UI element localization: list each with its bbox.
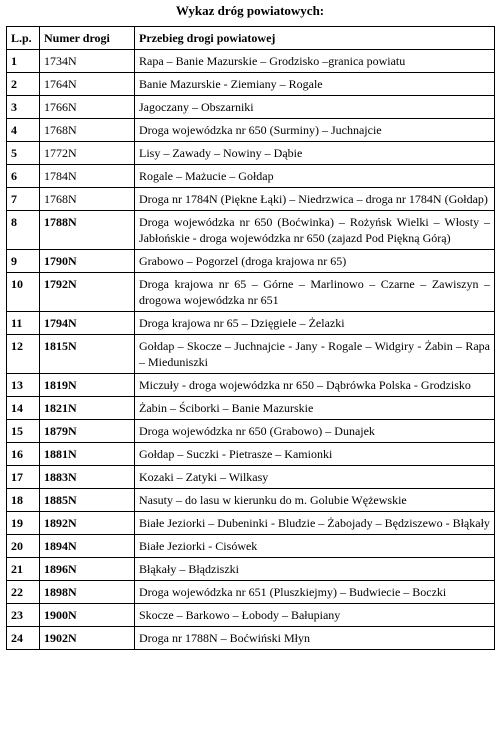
row-route: Kozaki – Zatyki – Wilkasy [135, 466, 495, 489]
table-row [7, 512, 495, 535]
row-lp: 7 [7, 188, 40, 211]
row-lp: 24 [7, 627, 40, 650]
row-lp: 2 [7, 73, 40, 96]
row-lp: 19 [7, 512, 40, 535]
row-road-number: 1879N [40, 420, 135, 443]
row-lp: 6 [7, 165, 40, 188]
table-row [7, 581, 495, 604]
row-road-number: 1821N [40, 397, 135, 420]
row-road-number: 1902N [40, 627, 135, 650]
table-row [7, 420, 495, 443]
table-row [7, 489, 495, 512]
row-road-number: 1894N [40, 535, 135, 558]
table-row [7, 604, 495, 627]
row-lp: 11 [7, 312, 40, 335]
row-route: Droga wojewódzka nr 650 (Surminy) – Juchnajcie [135, 119, 495, 142]
table-row [7, 165, 495, 188]
row-route: Droga wojewódzka nr 650 (Grabowo) – Dunajek [135, 420, 495, 443]
table-row [7, 188, 495, 211]
row-lp: 8 [7, 211, 40, 250]
row-route: Rapa – Banie Mazurskie – Grodzisko –granica powiatu [135, 50, 495, 73]
row-route: Żabin – Ściborki – Banie Mazurskie [135, 397, 495, 420]
table-row [7, 627, 495, 650]
header-route: Przebieg drogi powiatowej [135, 27, 495, 50]
roads-table [6, 26, 495, 650]
row-road-number: 1898N [40, 581, 135, 604]
row-road-number: 1819N [40, 374, 135, 397]
row-lp: 22 [7, 581, 40, 604]
row-lp: 18 [7, 489, 40, 512]
table-row [7, 443, 495, 466]
row-route: Jagoczany – Obszarniki [135, 96, 495, 119]
row-route: Skocze – Barkowo – Łobody – Bałupiany [135, 604, 495, 627]
row-route: Grabowo – Pogorzel (droga krajowa nr 65) [135, 250, 495, 273]
row-road-number: 1772N [40, 142, 135, 165]
row-route: Gołdap – Suczki - Pietrasze – Kamionki [135, 443, 495, 466]
row-route: Droga wojewódzka nr 651 (Pluszkiejmy) – Budwiecie – Boczki [135, 581, 495, 604]
table-row [7, 96, 495, 119]
row-lp: 20 [7, 535, 40, 558]
row-route: Banie Mazurskie - Ziemiany – Rogale [135, 73, 495, 96]
row-lp: 21 [7, 558, 40, 581]
row-lp: 13 [7, 374, 40, 397]
header-road-number: Numer drogi [40, 27, 135, 50]
row-road-number: 1784N [40, 165, 135, 188]
row-road-number: 1764N [40, 73, 135, 96]
row-lp: 17 [7, 466, 40, 489]
row-route: Droga krajowa nr 65 – Dzięgiele – Żelazki [135, 312, 495, 335]
row-route: Lisy – Zawady – Nowiny – Dąbie [135, 142, 495, 165]
row-lp: 12 [7, 335, 40, 374]
row-route: Błąkały – Błądziszki [135, 558, 495, 581]
table-row [7, 250, 495, 273]
row-road-number: 1900N [40, 604, 135, 627]
row-road-number: 1768N [40, 188, 135, 211]
row-road-number: 1768N [40, 119, 135, 142]
row-lp: 5 [7, 142, 40, 165]
table-row [7, 73, 495, 96]
table-body [7, 50, 495, 650]
page-title: Wykaz dróg powiatowych: [175, 3, 325, 18]
table-row [7, 374, 495, 397]
row-route: Białe Jeziorki – Dubeninki - Bludzie – Żabojady – Będziszewo - Błąkały [135, 512, 495, 535]
table-row [7, 312, 495, 335]
header-lp: L.p. [7, 27, 40, 50]
table-row [7, 211, 495, 250]
table-row [7, 142, 495, 165]
row-route: Białe Jeziorki - Cisówek [135, 535, 495, 558]
row-lp: 10 [7, 273, 40, 312]
row-road-number: 1790N [40, 250, 135, 273]
row-route: Rogale – Mażucie – Gołdap [135, 165, 495, 188]
row-road-number: 1883N [40, 466, 135, 489]
row-lp: 23 [7, 604, 40, 627]
table-row [7, 273, 495, 312]
row-road-number: 1881N [40, 443, 135, 466]
row-route: Gołdap – Skocze – Juchnajcie - Jany - Rogale – Widgiry - Żabin – Rapa – Mieduniszki [135, 335, 495, 374]
row-road-number: 1766N [40, 96, 135, 119]
table-row [7, 335, 495, 374]
row-lp: 16 [7, 443, 40, 466]
row-lp: 1 [7, 50, 40, 73]
row-route: Nasuty – do lasu w kierunku do m. Golubie Wężewskie [135, 489, 495, 512]
row-lp: 15 [7, 420, 40, 443]
table-row [7, 50, 495, 73]
row-road-number: 1815N [40, 335, 135, 374]
row-road-number: 1794N [40, 312, 135, 335]
table-row [7, 535, 495, 558]
table-row [7, 397, 495, 420]
row-lp: 4 [7, 119, 40, 142]
table-row [7, 558, 495, 581]
table-row [7, 119, 495, 142]
table-row [7, 466, 495, 489]
row-road-number: 1896N [40, 558, 135, 581]
row-road-number: 1792N [40, 273, 135, 312]
row-route: Droga nr 1784N (Piękne Łąki) – Niedrzwica – droga nr 1784N (Gołdap) [135, 188, 495, 211]
row-road-number: 1885N [40, 489, 135, 512]
row-route: Miczuły - droga wojewódzka nr 650 – Dąbrówka Polska - Grodzisko [135, 374, 495, 397]
row-lp: 3 [7, 96, 40, 119]
row-lp: 9 [7, 250, 40, 273]
row-road-number: 1734N [40, 50, 135, 73]
row-lp: 14 [7, 397, 40, 420]
row-route: Droga wojewódzka nr 650 (Boćwinka) – Rożyńsk Wielki – Włosty – Jabłońskie - droga wojewódzka nr 650 (zajazd Pod Piękną Górą) [135, 211, 495, 250]
row-road-number: 1788N [40, 211, 135, 250]
row-route: Droga krajowa nr 65 – Górne – Marlinowo – Czarne – Zawiszyn – drogowa wojewódzka nr 651 [135, 273, 495, 312]
row-route: Droga nr 1788N – Boćwiński Młyn [135, 627, 495, 650]
row-road-number: 1892N [40, 512, 135, 535]
table-header-row [7, 27, 495, 50]
